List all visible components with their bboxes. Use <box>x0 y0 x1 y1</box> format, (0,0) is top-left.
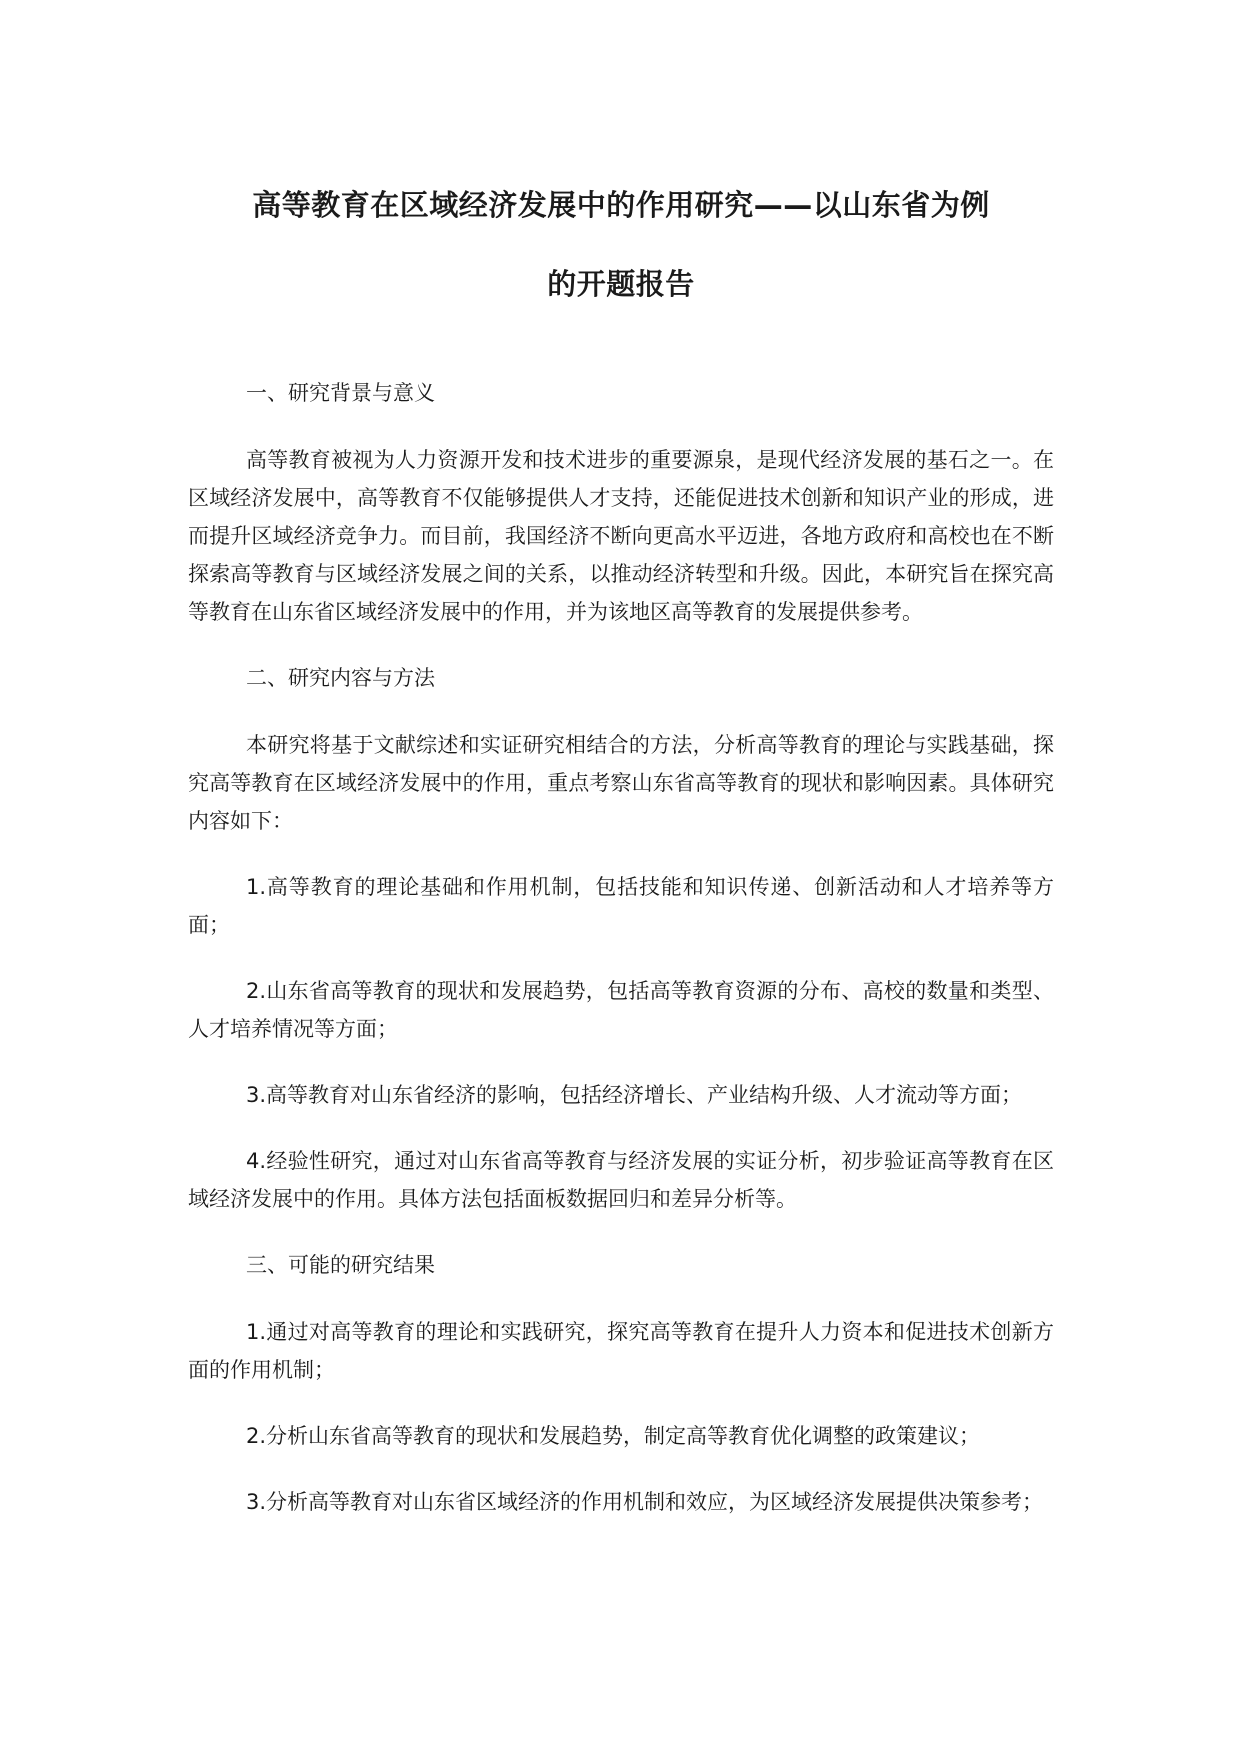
section-heading: 三、可能的研究结果 <box>246 1253 435 1277</box>
section-content-methods <box>188 659 1054 1218</box>
list-item: 2.分析山东省高等教育的现状和发展趋势，制定高等教育优化调整的政策建议； <box>246 1424 981 1448</box>
list-item: 3.分析高等教育对山东省区域经济的作用机制和效应，为区域经济发展提供决策参考； <box>246 1490 1044 1514</box>
list-item: 2.山东省高等教育的现状和发展趋势，包括高等教育资源的分布、高校的数量和类型、人才培养情况等方面； <box>188 979 1054 1041</box>
list-item: 3.高等教育对山东省经济的影响，包括经济增长、产业结构升级、人才流动等方面； <box>246 1083 1023 1107</box>
list-item: 4.经验性研究，通过对山东省高等教育与经济发展的实证分析，初步验证高等教育在区域经济发展中的作用。具体方法包括面板数据回归和差异分析等。 <box>188 1149 1054 1211</box>
list-item: 1.高等教育的理论基础和作用机制，包括技能和知识传递、创新活动和人才培养等方面； <box>188 875 1054 937</box>
document-page <box>188 166 1054 1549</box>
document-title <box>188 166 1054 324</box>
paragraph: 高等教育被视为人力资源开发和技术进步的重要源泉，是现代经济发展的基石之一。在区域经济发展中，高等教育不仅能够提供人才支持，还能促进技术创新和知识产业的形成，进而提升区域经济竞争力。而目前，我国经济不断向更高水平迈进，各地方政府和高校也在不断探索高等教育与区域经济发展之间的关系，以推动经济转型和升级。因此，本研究旨在探究高等教育在山东省区域经济发展中的作用，并为该地区高等教育的发展提供参考。 <box>188 448 1054 624</box>
paragraph: 本研究将基于文献综述和实证研究相结合的方法，分析高等教育的理论与实践基础，探究高等教育在区域经济发展中的作用，重点考察山东省高等教育的现状和影响因素。具体研究内容如下： <box>188 733 1054 833</box>
title-line-1: 高等教育在区域经济发展中的作用研究——以山东省为例 <box>252 188 990 222</box>
list-item: 1.通过对高等教育的理论和实践研究，探究高等教育在提升人力资本和促进技术创新方面的作用机制； <box>188 1320 1054 1382</box>
section-background <box>188 374 1054 631</box>
section-heading: 二、研究内容与方法 <box>246 666 435 690</box>
title-line-2: 的开题报告 <box>547 267 695 301</box>
section-heading: 一、研究背景与意义 <box>246 381 435 405</box>
section-expected-results <box>188 1246 1054 1521</box>
